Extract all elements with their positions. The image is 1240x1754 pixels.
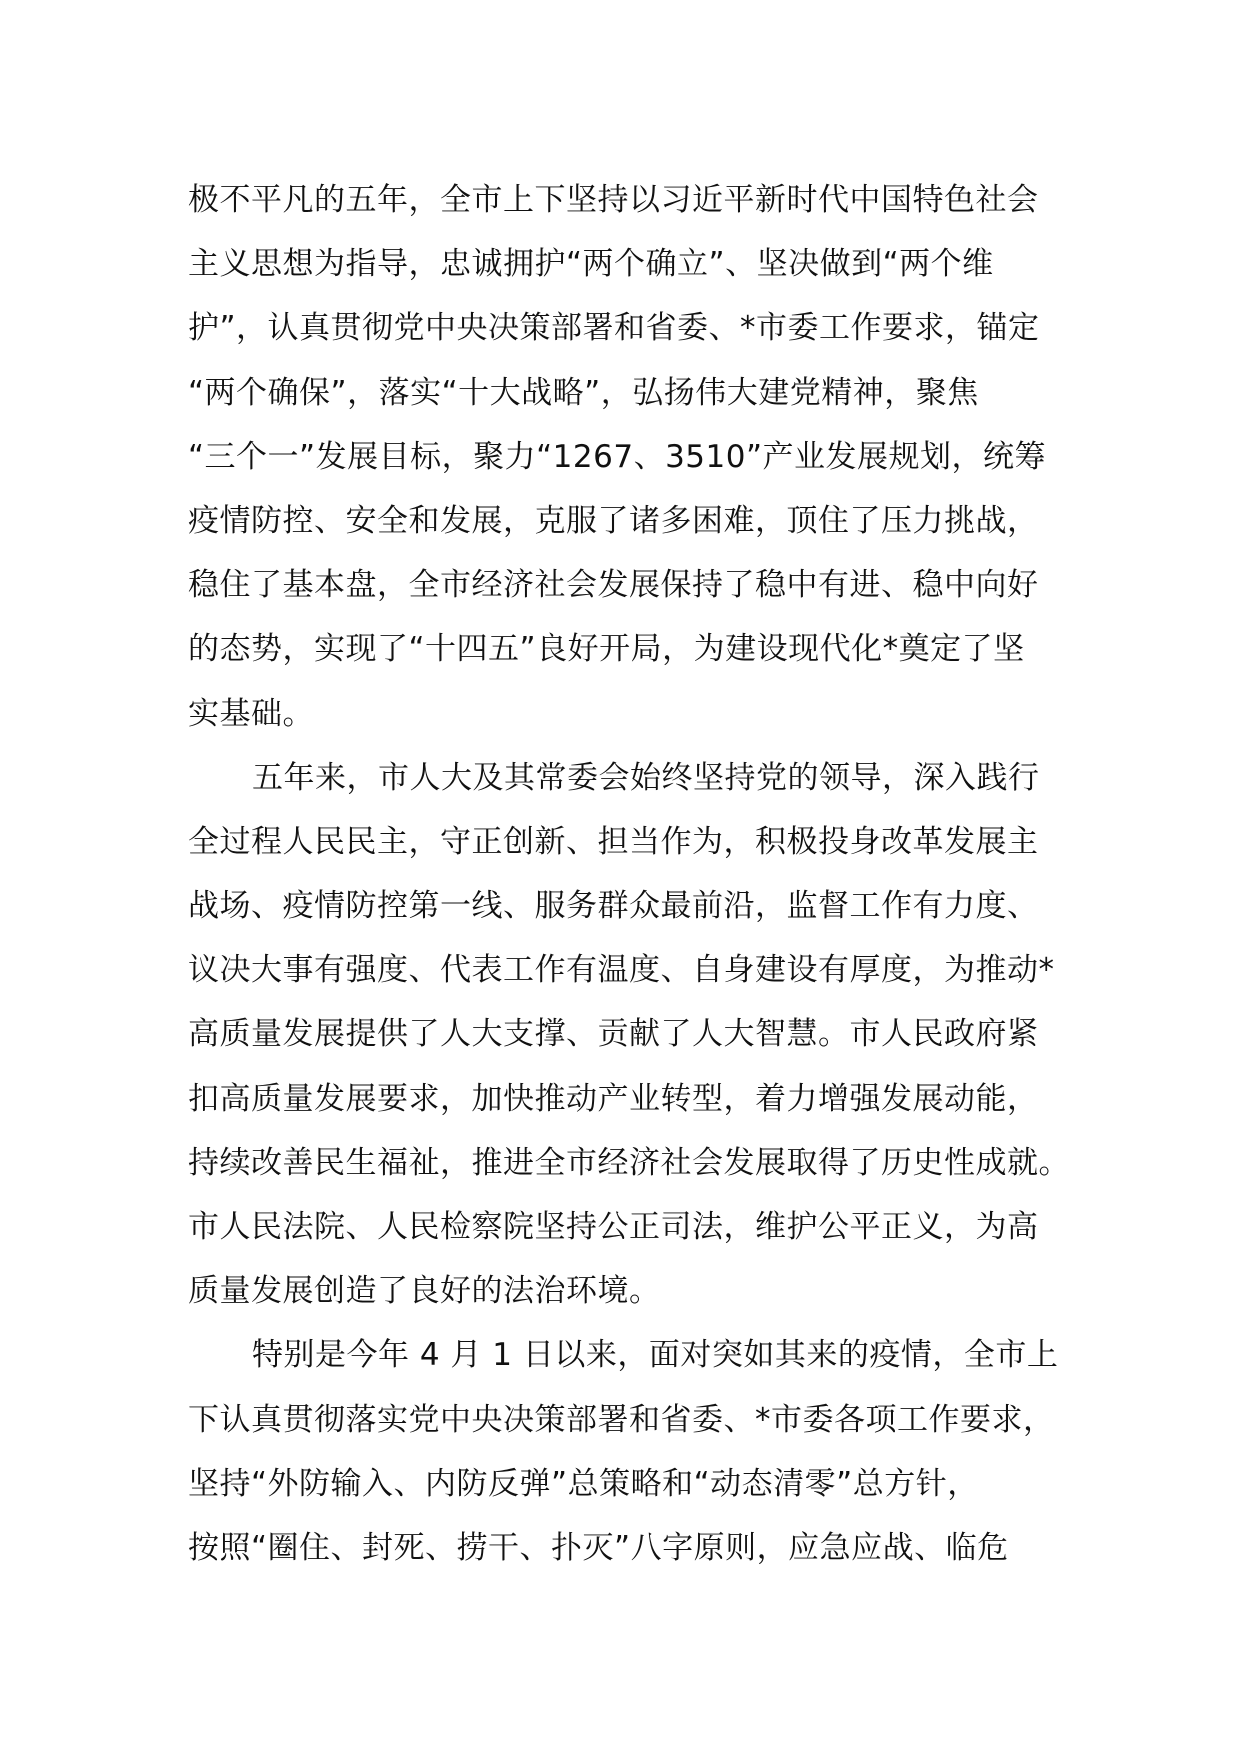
text-line: 议决大事有强度、代表工作有温度、自身建设有厚度，为推动* (188, 952, 1055, 989)
text-line: 稳住了基本盘，全市经济社会发展保持了稳中有进、稳中向好 (188, 567, 1039, 604)
text-line: 按照“圈住、封死、捞干、扑灭”八字原则，应急应战、临危 (188, 1529, 1009, 1566)
text-line: “两个确保”，落实“十大战略”，弘扬伟大建党精神，聚焦 (188, 374, 979, 411)
text-line: 持续改善民生福祉，推进全市经济社会发展取得了历史性成就。 (188, 1144, 1070, 1181)
text-line: 全过程人民民主，守正创新、担当作为，积极投身改革发展主 (188, 823, 1039, 860)
text-line: 高质量发展提供了人大支撑、贡献了人大智慧。市人民政府紧 (188, 1016, 1039, 1053)
text-line: 市人民法院、人民检察院坚持公正司法，维护公平正义，为高 (188, 1209, 1039, 1245)
text-line: “三个一”发展目标，聚力“1267、3510”产业发展规划，统筹 (188, 438, 1047, 475)
text-line: 实基础。 (188, 695, 314, 732)
text-line: 的态势，实现了“十四五”良好开局，为建设现代化*奠定了坚 (188, 631, 1025, 668)
paragraph-first-line: 特别是今年 4 月 1 日以来，面对突如其来的疫情，全市上 (252, 1337, 1059, 1374)
text-line: 极不平凡的五年，全市上下坚持以习近平新时代中国特色社会 (188, 182, 1039, 218)
text-line: 疫情防控、安全和发展，克服了诸多困难，顶住了压力挑战， (188, 502, 1039, 539)
body-text (188, 168, 1068, 1580)
text-line: 主义思想为指导，忠诚拥护“两个确立”、坚决做到“两个维 (188, 246, 994, 283)
text-line: 扣高质量发展要求，加快推动产业转型，着力增强发展动能， (188, 1080, 1039, 1117)
text-line: 战场、疫情防控第一线、服务群众最前沿，监督工作有力度、 (188, 888, 1039, 925)
text-line: 坚持“外防输入、内防反弹”总策略和“动态清零”总方针， (188, 1465, 979, 1502)
paragraph-first-line: 五年来，市人大及其常委会始终坚持党的领导，深入践行 (252, 759, 1040, 796)
text-line: 护”，认真贯彻党中央决策部署和省委、*市委工作要求，锚定 (188, 310, 1040, 347)
text-line: 下认真贯彻落实党中央决策部署和省委、*市委各项工作要求， (188, 1401, 1055, 1438)
text-line: 质量发展创造了良好的法治环境。 (188, 1273, 661, 1310)
